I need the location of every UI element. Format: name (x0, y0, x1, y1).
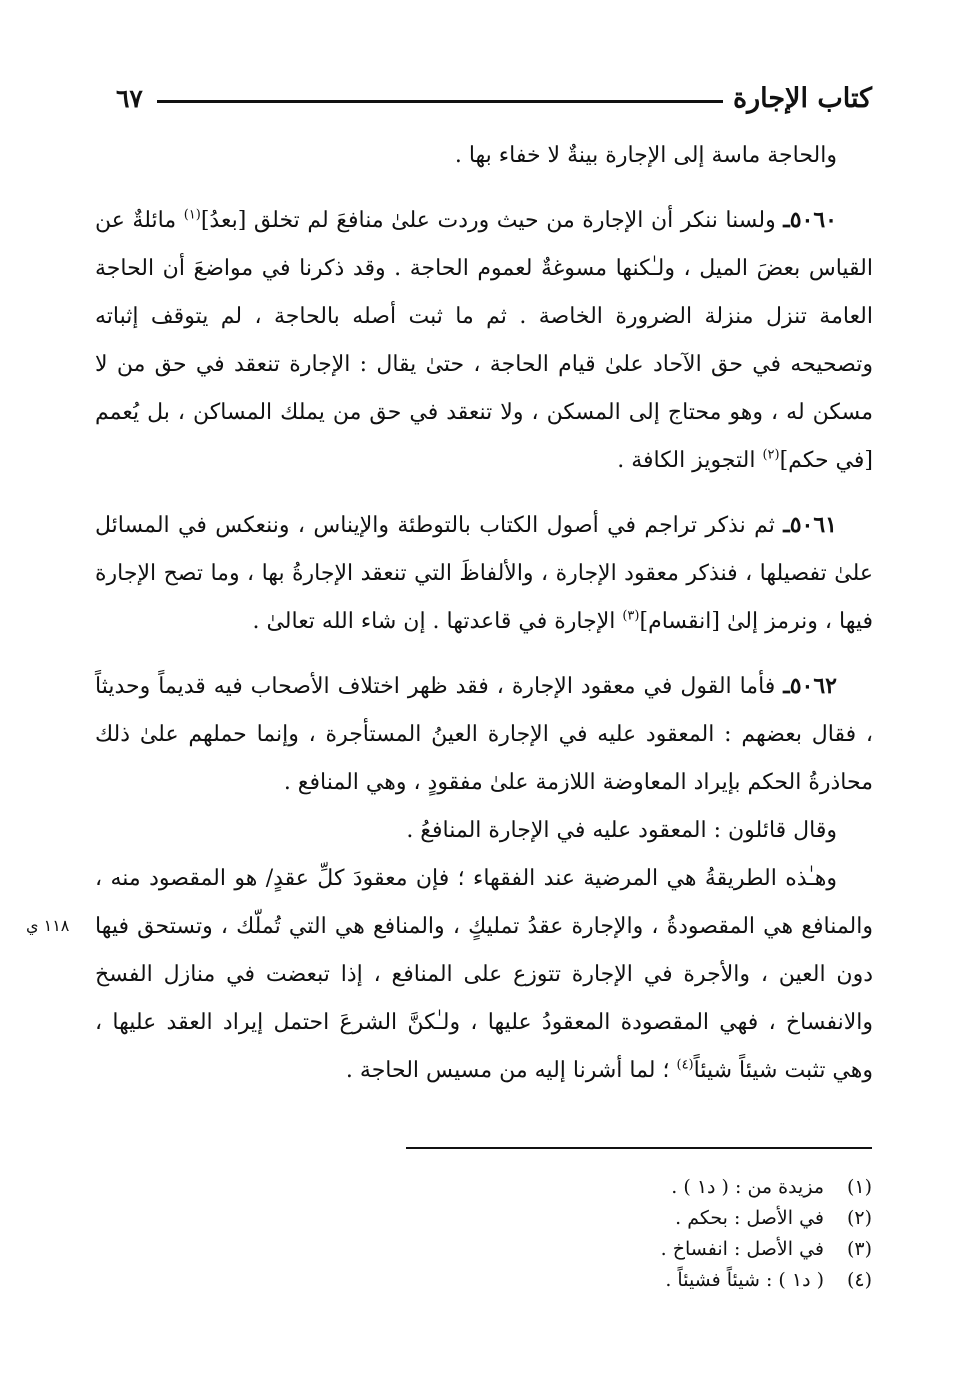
footnote-text: في الأصل : انفساخ . (660, 1238, 824, 1260)
footnote-text: في الأصل : بحكم . (675, 1207, 824, 1229)
footnote-ref-4: (٤) (676, 1057, 694, 1073)
footnote-item (300, 1234, 872, 1265)
page-number: ٦٧ (116, 83, 143, 113)
paragraph-continuation: والحاجة ماسة إلى الإجارة بينةٌ لا خفاء بها . (454, 143, 837, 168)
header-rule (157, 100, 723, 103)
footnote-ref-1: (١) (183, 207, 201, 223)
paragraph-number: ٥٠٦١ـ (783, 512, 837, 538)
footnote-number: (١) (846, 1176, 872, 1198)
footnote-number: (٢) (846, 1207, 872, 1229)
paragraph-5060: ٥٠٦٠ـ ولسنا ننكر أن الإجارة من حيث وردت علىٰ منافعَ لم تخلق [بعدُ]$^{(١)}$ مائلةٌ عن القياس بعضَ الميل ، ولـٰكنها مسوغةٌ لعموم الحاجة . وقد ذكرنا في مواضعَ أن الحاجة العامة تنزل منزلة الضرورة الخاصة . ثم ما ثبت أصله بالحاجة ، لم يتوقف إثباته وتصحيحه في حق الآحاد علىٰ قيام الحاجة ، حتىٰ يقال : الإجارة تنعقد في حق من لا مسكن له ، وهو محتاج إلى المسكن ، ولا تنعقد في حق من يملك المساكن ، بل يُعمم [في حكم]$^{(٢)}$ التجويز الكافة . (95, 207, 873, 473)
footnote-item (300, 1172, 872, 1203)
paragraph-number: ٥٠٦٢ـ (783, 673, 837, 699)
footnote-item (300, 1203, 872, 1234)
body-text (95, 132, 873, 1095)
footnote-number: (٤) (846, 1269, 872, 1291)
footnote-item (300, 1265, 872, 1296)
chapter-title: كتاب الإجارة (732, 82, 872, 114)
footnote-text: مزيدة من : ( د١ ) . (671, 1176, 824, 1198)
paragraph-second-view: وقال قائلون : المعقود عليه في الإجارة المنافعُ . (406, 818, 837, 843)
paragraph-5061: ٥٠٦١ـ ثم نذكر تراجم في أصول الكتاب بالتوطئة والإيناس ، وننعكس في المسائل علىٰ تفصيلها ، فنذكر معقود الإجارة ، والألفاظَ التي تنعقد الإجارةُ بها ، وما تصح الإجارة فيها ، ونرمز إلىٰ [انقسام]$^{(٣)}$ الإجارة في قاعدتها . إن شاء الله تعالىٰ . (95, 512, 873, 634)
margin-folio-note: ١١٨ ي (26, 916, 70, 935)
footnote-text: ( د١ ) : شيئاً فشيئاً . (665, 1269, 824, 1291)
footnotes (300, 1172, 872, 1296)
footnote-ref-2: (٢) (762, 447, 780, 463)
footnote-number: (٣) (846, 1238, 872, 1260)
running-header (110, 76, 872, 120)
paragraph-number: ٥٠٦٠ـ (783, 207, 837, 233)
footnote-ref-3: (٣) (622, 608, 640, 624)
paragraph-preferred-view: وهـٰذه الطريقةُ هي المرضية عند الفقهاء ؛ فإن معقودَ كلِّ عقدٍ/ هو المقصود منه ، والمنافع هي المقصودةُ ، والإجارة عقدُ تمليكٍ ، والمنافع هي التي تُملّك ، وتستحق فيها دون العين ، والأجرة في الإجارة تتوزع على المنافع ، إذا تبعضت في منازل الفسخ والانفساخ ، فهي المقصودة المعقودُ عليها ، ولـٰكنَّ الشرعَ احتمل إيراد العقد عليها ، وهي تثبت شيئاً شيئاً$^{(٤)}$ ؛ لما أشرنا إليه من مسيس الحاجة . (95, 866, 873, 1083)
footnote-separator (406, 1147, 872, 1149)
paragraph-5062: ٥٠٦٢ـ فأما القول في معقود الإجارة ، فقد ظهر اختلاف الأصحاب فيه قديماً وحديثاً ، فقال بعضهم : المعقود عليه في الإجارة العينُ المستأجرة ، وإنما حملهم علىٰ ذلك محاذرةُ الحكم بإيراد المعاوضة اللازمة علىٰ مفقودٍ ، وهي المنافع . (95, 673, 873, 795)
